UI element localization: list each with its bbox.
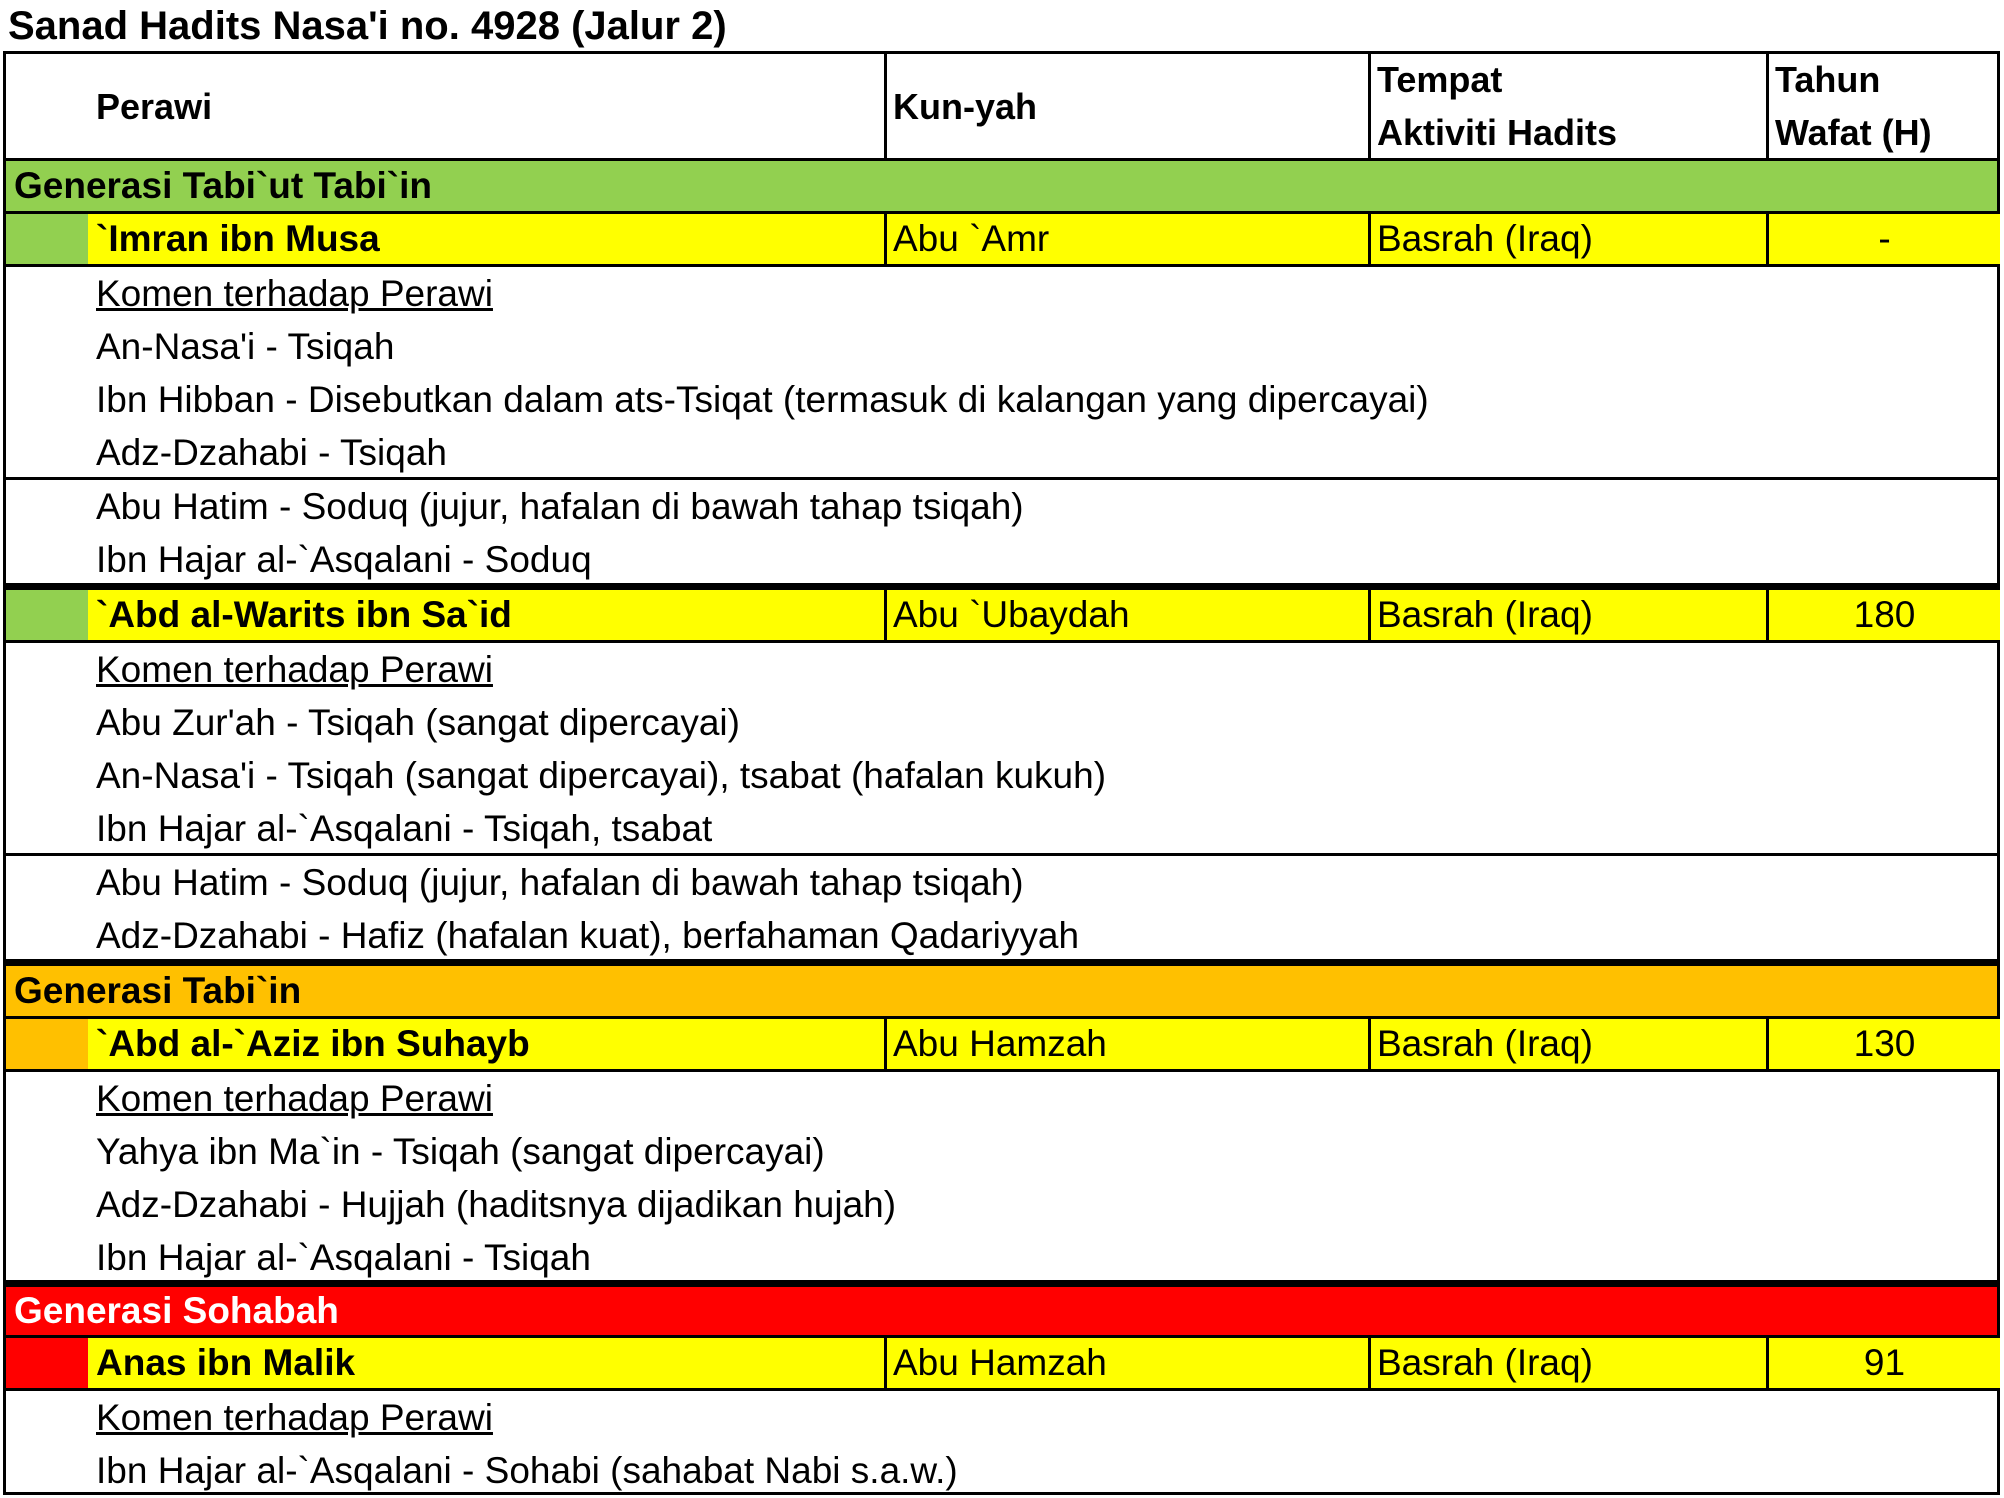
comment-block xyxy=(6,1069,1997,1280)
narrator-tempat: Basrah (Iraq) xyxy=(1368,590,1766,640)
generation-sohabah: Generasi Sohabah xyxy=(6,1280,1997,1335)
comment-line: Ibn Hajar al-`Asqalani - Tsiqah, tsabat xyxy=(96,808,713,849)
header-kunyah: Kun-yah xyxy=(884,54,1368,158)
header-tempat-line1: Tempat xyxy=(1377,59,1503,100)
comment-line: Adz-Dzahabi - Hujjah (haditsnya dijadikan hujah) xyxy=(96,1184,897,1225)
narrator-wafat: 130 xyxy=(1766,1019,2000,1069)
narrator-row-4 xyxy=(6,1335,1997,1388)
narrator-name: Anas ibn Malik xyxy=(88,1338,884,1388)
comment-line: Ibn Hajar al-`Asqalani - Tsiqah xyxy=(96,1237,591,1278)
header-perawi: Perawi xyxy=(96,85,213,127)
header-tahun xyxy=(1766,54,2000,158)
narrator-wafat: 180 xyxy=(1766,590,2000,640)
generation-marker xyxy=(6,1019,88,1069)
comment-block xyxy=(6,477,1997,583)
narrator-kunyah: Abu Hamzah xyxy=(884,1338,1368,1388)
narrator-name: `Imran ibn Musa xyxy=(88,214,884,264)
comment-line: Adz-Dzahabi - Tsiqah xyxy=(96,432,447,473)
header-tahun-line2: Wafat (H) xyxy=(1775,112,1932,153)
narrator-tempat: Basrah (Iraq) xyxy=(1368,1338,1766,1388)
narrator-name: `Abd al-`Aziz ibn Suhayb xyxy=(88,1019,884,1069)
comment-heading: Komen terhadap Perawi xyxy=(96,273,493,314)
header-tempat-line2: Aktiviti Hadits xyxy=(1377,112,1618,153)
narrator-kunyah: Abu `Ubaydah xyxy=(884,590,1368,640)
comment-heading: Komen terhadap Perawi xyxy=(96,1397,493,1438)
generation-marker xyxy=(6,1338,88,1388)
generation-tabiin: Generasi Tabi`in xyxy=(6,959,1997,1016)
comment-line: Abu Zur'ah - Tsiqah (sangat dipercayai) xyxy=(96,702,740,743)
narrator-row-1 xyxy=(6,211,1997,264)
comment-line: Abu Hatim - Soduq (jujur, hafalan di bawah tahap tsiqah) xyxy=(96,862,1024,903)
comment-heading: Komen terhadap Perawi xyxy=(96,1078,493,1119)
comment-block xyxy=(6,264,1997,477)
comment-line: Ibn Hajar al-`Asqalani - Sohabi (sahabat Nabi s.a.w.) xyxy=(96,1450,958,1491)
comment-line: Yahya ibn Ma`in - Tsiqah (sangat dipercayai) xyxy=(96,1131,825,1172)
narrator-kunyah: Abu Hamzah xyxy=(884,1019,1368,1069)
generation-marker xyxy=(6,590,88,640)
narrator-row-3 xyxy=(6,1016,1997,1069)
sanad-table xyxy=(3,51,2000,1495)
narrator-wafat: 91 xyxy=(1766,1338,2000,1388)
comment-line: Ibn Hajar al-`Asqalani - Soduq xyxy=(96,539,592,580)
comment-block xyxy=(6,640,1997,853)
comment-line: Adz-Dzahabi - Hafiz (hafalan kuat), berfahaman Qadariyyah xyxy=(96,915,1080,956)
generation-marker xyxy=(6,214,88,264)
comment-block xyxy=(6,1388,1997,1492)
narrator-name: `Abd al-Warits ibn Sa`id xyxy=(88,590,884,640)
comment-line: Ibn Hibban - Disebutkan dalam ats-Tsiqat (termasuk di kalangan yang dipercayai) xyxy=(96,379,1429,420)
narrator-tempat: Basrah (Iraq) xyxy=(1368,214,1766,264)
narrator-tempat: Basrah (Iraq) xyxy=(1368,1019,1766,1069)
header-row xyxy=(6,54,1997,158)
header-tempat xyxy=(1368,54,1766,158)
page-title: Sanad Hadits Nasa'i no. 4928 (Jalur 2) xyxy=(8,4,727,48)
generation-tabiut-tabiin: Generasi Tabi`ut Tabi`in xyxy=(6,158,1997,211)
comment-heading: Komen terhadap Perawi xyxy=(96,649,493,690)
narrator-kunyah: Abu `Amr xyxy=(884,214,1368,264)
narrator-row-2 xyxy=(6,583,1997,640)
comment-line: Abu Hatim - Soduq (jujur, hafalan di bawah tahap tsiqah) xyxy=(96,486,1024,527)
comment-line: An-Nasa'i - Tsiqah (sangat dipercayai), tsabat (hafalan kukuh) xyxy=(96,755,1107,796)
comment-line: An-Nasa'i - Tsiqah xyxy=(96,326,395,367)
narrator-wafat: - xyxy=(1766,214,2000,264)
comment-block xyxy=(6,853,1997,959)
header-tahun-line1: Tahun xyxy=(1775,59,1881,100)
